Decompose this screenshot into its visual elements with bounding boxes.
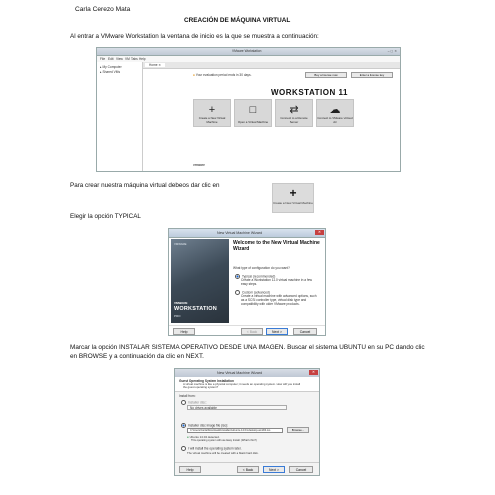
window-title: VMware Workstation	[232, 49, 262, 53]
divider	[169, 325, 325, 326]
iso-path-input[interactable]: C:\Users\Carla\Downloads\installers\ubuntu-14.04-desktop-amd64.iso	[187, 428, 283, 433]
warning-icon: ●	[193, 73, 195, 77]
wizard-heading: Welcome to the New Virtual Machine Wizard	[233, 240, 320, 252]
open-vm-icon: □	[249, 104, 257, 116]
menu-tabs[interactable]: Tabs	[131, 57, 138, 61]
wizard-side-banner	[171, 239, 229, 323]
wizard-titlebar	[169, 229, 325, 238]
menu-vm[interactable]: VM	[125, 57, 130, 61]
create-vm-label: Create a New Virtual Machine	[273, 201, 313, 205]
window-titlebar	[97, 48, 400, 56]
tab-home[interactable]: Home ✕	[145, 63, 165, 67]
enter-license-key-button[interactable]: Enter a license key	[351, 72, 393, 78]
vcloud-tile[interactable]	[316, 99, 354, 127]
custom-description: Create a virtual machine with advanced options, such as a SCSI controller type, virtual disk type and compatibility with older VMware products.	[241, 294, 317, 306]
eval-notice: ● Your evaluation period ends in 30 days.	[193, 73, 252, 77]
banner-product: WORKSTATION	[174, 306, 217, 312]
installer-disc-option[interactable]: Installer disc:	[181, 400, 207, 405]
create-vm-button-capture[interactable]	[272, 183, 314, 213]
plus-icon: +	[289, 186, 297, 200]
help-button[interactable]: Help	[173, 328, 195, 335]
typical-option[interactable]: Typical (recommended)	[235, 274, 275, 279]
menu-edit[interactable]: Edit	[108, 57, 114, 61]
new-vm-wizard-typical-screenshot	[168, 228, 326, 336]
wizard-subheading: A virtual machine is like a physical computer; it needs an operating system. How will you install the guest operating system?	[183, 382, 301, 390]
detected-os: ● Ubuntu 14.04 detected.	[187, 435, 220, 439]
menu-file[interactable]: File	[100, 57, 106, 61]
radio-selected-icon	[181, 423, 186, 428]
radio-icon	[181, 446, 186, 451]
menu-help[interactable]: Help	[139, 57, 146, 61]
radio-selected-icon	[235, 274, 240, 279]
open-vm-label: Open a Virtual Machine	[237, 119, 269, 124]
close-icon[interactable]: ✕	[315, 230, 324, 235]
library-item-shared-vms[interactable]: ▸ Shared VMs	[100, 70, 121, 74]
wizard-header	[175, 377, 319, 392]
create-vm-label: Create a New Virtual Machine	[198, 116, 226, 124]
open-vm-tile[interactable]	[234, 99, 272, 127]
window-controls: – ▢ ✕	[387, 49, 397, 53]
detected-note: This operating system will use Easy Install. (What's this?)	[191, 439, 257, 442]
cancel-button[interactable]: Cancel	[289, 466, 313, 473]
plus-icon: +	[208, 104, 216, 116]
custom-option[interactable]: Custom (advanced)	[235, 290, 270, 295]
connect-remote-tile[interactable]	[275, 99, 313, 127]
info-icon: ●	[187, 435, 189, 439]
banner-brand: VMWARE	[174, 242, 187, 246]
paragraph-1: Al entrar a VMware Workstation la ventana de inicio es la que se muestra a continuación:	[70, 33, 319, 40]
author-name: Carla Cerezo Mata	[75, 6, 131, 13]
install-later-note: The virtual machine will be created with a blank hard disk.	[187, 451, 259, 455]
home-content	[143, 69, 400, 171]
buy-license-button[interactable]: Buy a license now	[305, 72, 347, 78]
vmware-logo: vmware	[193, 163, 205, 167]
wizard-title: New Virtual Machine Wizard	[217, 371, 263, 375]
next-button[interactable]: Next >	[266, 328, 288, 335]
library-sidebar	[97, 62, 143, 171]
paragraph-2: Para crear nuestra máquina virtual debeos dar clic en	[70, 182, 220, 189]
remote-server-icon: ⇄	[289, 104, 299, 116]
vcloud-label: Connect to VMware vCloud Air	[317, 116, 353, 124]
next-button[interactable]: Next >	[263, 466, 285, 473]
cloud-icon: ☁	[329, 104, 341, 116]
divider	[175, 462, 319, 463]
create-vm-tile[interactable]	[193, 99, 231, 127]
cancel-button[interactable]: Cancel	[293, 328, 317, 335]
back-button[interactable]: < Back	[241, 328, 263, 335]
banner-vmware: VMWARE	[174, 301, 188, 305]
vmware-workstation-screenshot	[96, 47, 401, 172]
menu-view[interactable]: View	[116, 57, 123, 61]
new-vm-wizard-iso-screenshot	[174, 368, 320, 476]
disc-dropdown[interactable]: No drives available	[187, 405, 287, 410]
typical-description: Create a Workstation 11.0 virtual machine in a few easy steps.	[241, 278, 312, 286]
paragraph-3: Elegir la opción TYPICAL	[70, 213, 141, 220]
back-button[interactable]: < Back	[237, 466, 259, 473]
connect-remote-label: Connect to a Remote Server	[280, 116, 308, 124]
banner-pro: PRO	[174, 314, 181, 318]
wizard-heading: Guest Operating System Installation	[179, 379, 234, 383]
radio-icon	[235, 290, 240, 295]
radio-icon	[181, 400, 186, 405]
help-button[interactable]: Help	[179, 466, 201, 473]
close-icon[interactable]: ✕	[309, 370, 318, 375]
workstation-brand: WORKSTATION 11	[271, 88, 348, 97]
browse-button[interactable]: Browse...	[287, 427, 309, 433]
config-question: What type of configuration do you want?	[233, 266, 290, 270]
library-item-my-computer[interactable]: ▸ My Computer	[100, 65, 122, 69]
wizard-title: New Virtual Machine Wizard	[217, 231, 263, 235]
document-title: CREACIÓN DE MÁQUINA VIRTUAL	[184, 17, 291, 24]
tab-bar	[143, 62, 400, 69]
install-later-option[interactable]: I will install the operating system later.	[181, 446, 242, 451]
iso-option[interactable]: Installer disc image file (iso):	[181, 423, 228, 428]
install-from-label: Install from:	[179, 394, 196, 398]
paragraph-4: Marcar la opción INSTALAR SISTEMA OPERATIVO DESDE UNA IMAGEN. Buscar el sistema UBUNTU en su PC dando clic en BROWSE y a continuación da clic en NEXT.	[70, 344, 425, 360]
